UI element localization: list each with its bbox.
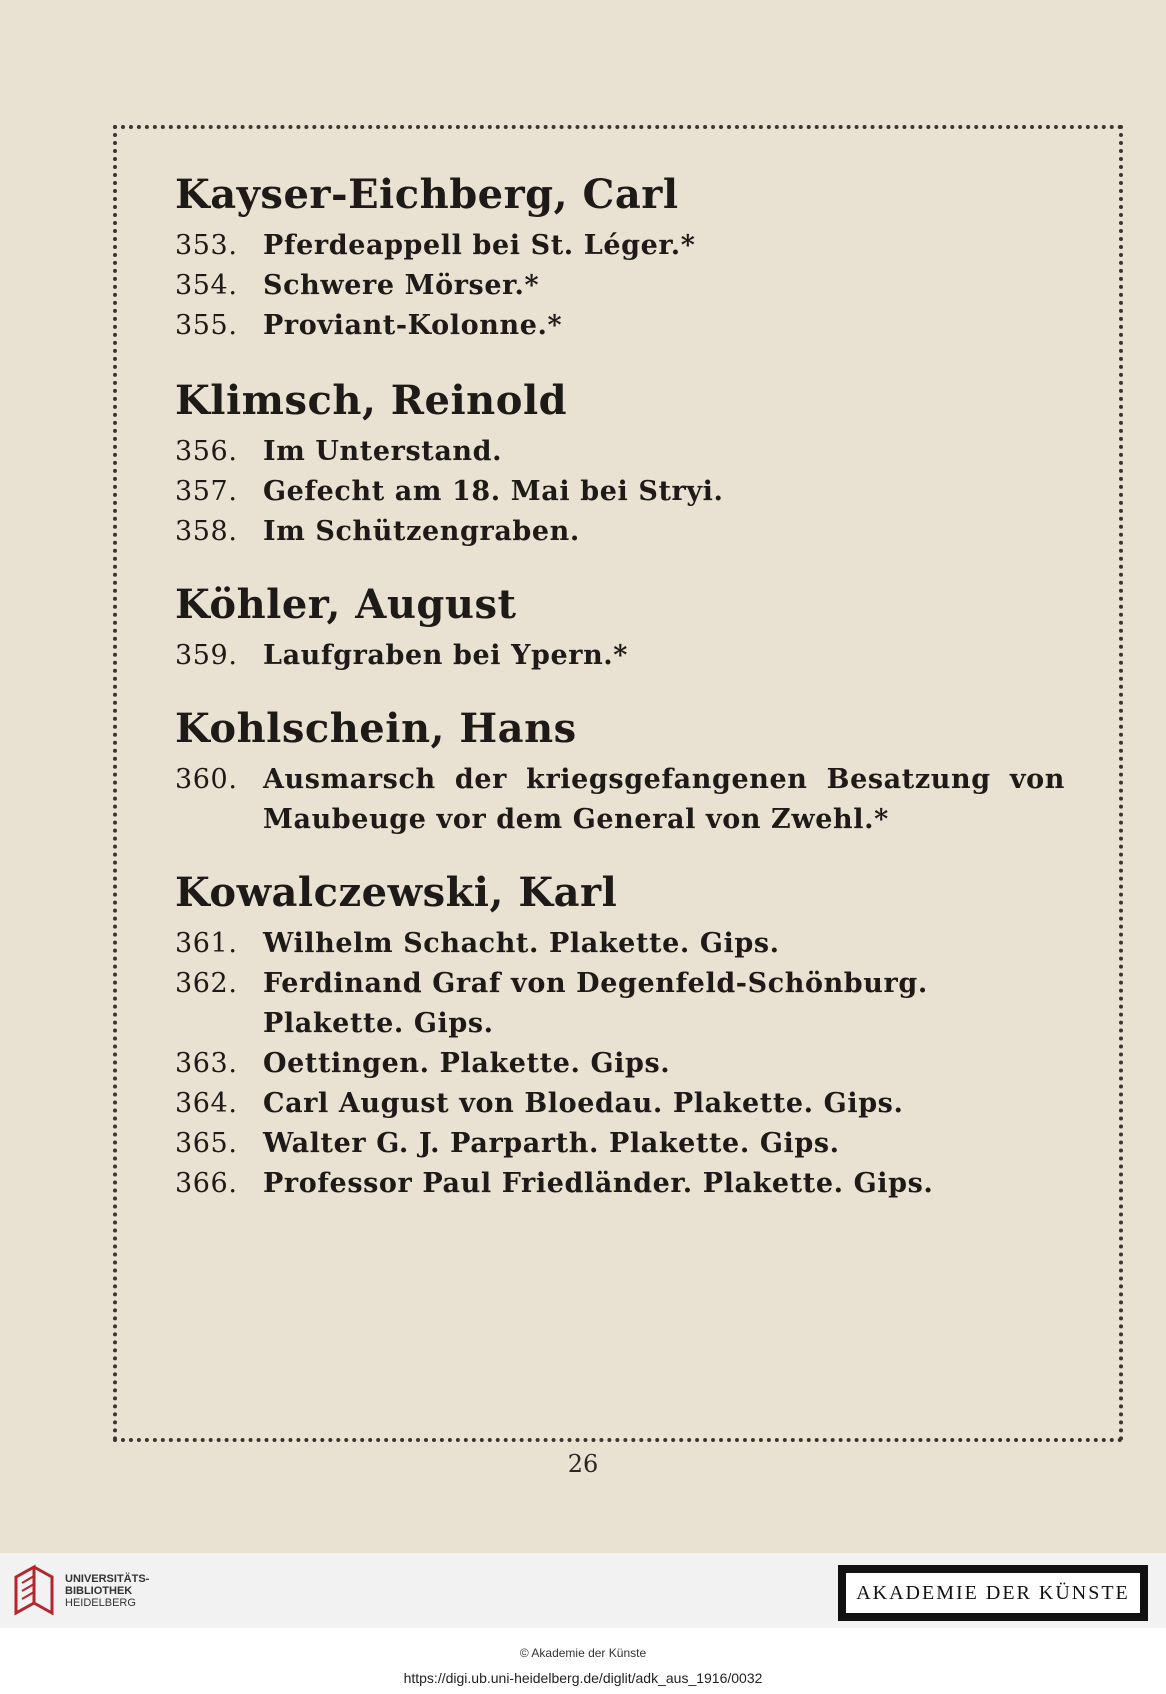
artist-section — [175, 704, 1065, 840]
catalog-entry — [175, 226, 1065, 266]
page-number: 26 — [567, 1450, 599, 1478]
collection-badge[interactable] — [838, 1565, 1148, 1621]
entry-title: Laufgraben bei Ypern.* — [263, 640, 629, 671]
entry-title: Ferdinand Graf von Degenfeld-Schönburg. Plakette. Gips. — [263, 968, 928, 1039]
artist-name: Kohlschein, Hans — [175, 705, 577, 752]
library-name-line2: BIBLIOTHEK — [65, 1585, 133, 1597]
library-name — [65, 1573, 149, 1609]
copyright-notice: © Akademie der Künste — [519, 1646, 647, 1660]
artist-section — [175, 170, 1065, 346]
entry-title: Oettingen. Plakette. Gips. — [263, 1048, 671, 1079]
entry-title: Proviant-Kolonne.* — [263, 310, 563, 341]
entry-title: Walter G. J. Parparth. Plakette. Gips. — [263, 1128, 840, 1159]
artist-section — [175, 580, 1065, 676]
entry-number: 353. — [175, 230, 238, 261]
entry-title: Im Schützengraben. — [263, 516, 580, 547]
library-logo-icon — [12, 1563, 58, 1619]
permalink-url[interactable]: https://digi.ub.uni-heidelberg.de/diglit/adk_aus_1916/0032 — [403, 1670, 763, 1686]
entry-title: Im Unterstand. — [263, 436, 503, 467]
entry-number: 355. — [175, 310, 238, 341]
entry-number: 354. — [175, 270, 238, 301]
artist-section — [175, 868, 1065, 1204]
catalog-entry — [175, 1164, 1065, 1204]
university-library-logo[interactable] — [12, 1563, 162, 1619]
catalog-entry — [175, 760, 1065, 840]
entry-number: 365. — [175, 1128, 238, 1159]
catalog-entry — [175, 636, 1065, 676]
artist-name: Klimsch, Reinold — [175, 377, 568, 424]
entry-title: Gefecht am 18. Mai bei Stryi. — [263, 476, 724, 507]
entry-title: Schwere Mörser.* — [263, 270, 540, 301]
entry-title: Ausmarsch der kriegsgefangenen Besatzung von Maubeuge vor dem General von Zwehl.* — [263, 764, 1065, 835]
artist-name: Köhler, August — [175, 581, 517, 628]
library-name-line1: UNIVERSITÄTS- — [65, 1573, 150, 1585]
entry-number: 362. — [175, 968, 238, 999]
entry-number: 363. — [175, 1048, 238, 1079]
entry-title: Pferdeappell bei St. Léger.* — [263, 230, 696, 261]
catalog-entry — [175, 1124, 1065, 1164]
entry-number: 366. — [175, 1168, 238, 1199]
collection-badge-label: AKADEMIE DER KÜNSTE — [846, 1573, 1140, 1613]
entry-title: Professor Paul Friedländer. Plakette. Gips. — [263, 1168, 934, 1199]
artist-name: Kayser-Eichberg, Carl — [175, 171, 679, 218]
footer-band — [0, 1553, 1166, 1628]
catalog-entry — [175, 266, 1065, 306]
catalog-content — [175, 170, 1065, 1232]
catalog-entry — [175, 964, 1065, 1044]
catalog-entry — [175, 512, 1065, 552]
catalog-entry — [175, 306, 1065, 346]
catalog-entry — [175, 1044, 1065, 1084]
entry-number: 360. — [175, 764, 238, 795]
entry-title: Carl August von Bloedau. Plakette. Gips. — [263, 1088, 904, 1119]
entry-number: 364. — [175, 1088, 238, 1119]
artist-section — [175, 376, 1065, 552]
entry-number: 359. — [175, 640, 238, 671]
catalog-entry — [175, 472, 1065, 512]
catalog-entry — [175, 432, 1065, 472]
viewer-footer — [0, 1553, 1166, 1694]
entry-number: 357. — [175, 476, 238, 507]
entry-number: 356. — [175, 436, 238, 467]
entry-number: 361. — [175, 928, 238, 959]
library-name-line3: HEIDELBERG — [65, 1597, 136, 1609]
catalog-entry — [175, 1084, 1065, 1124]
artist-name: Kowalczewski, Karl — [175, 869, 618, 916]
entry-title: Wilhelm Schacht. Plakette. Gips. — [263, 928, 780, 959]
catalog-entry — [175, 924, 1065, 964]
entry-number: 358. — [175, 516, 238, 547]
